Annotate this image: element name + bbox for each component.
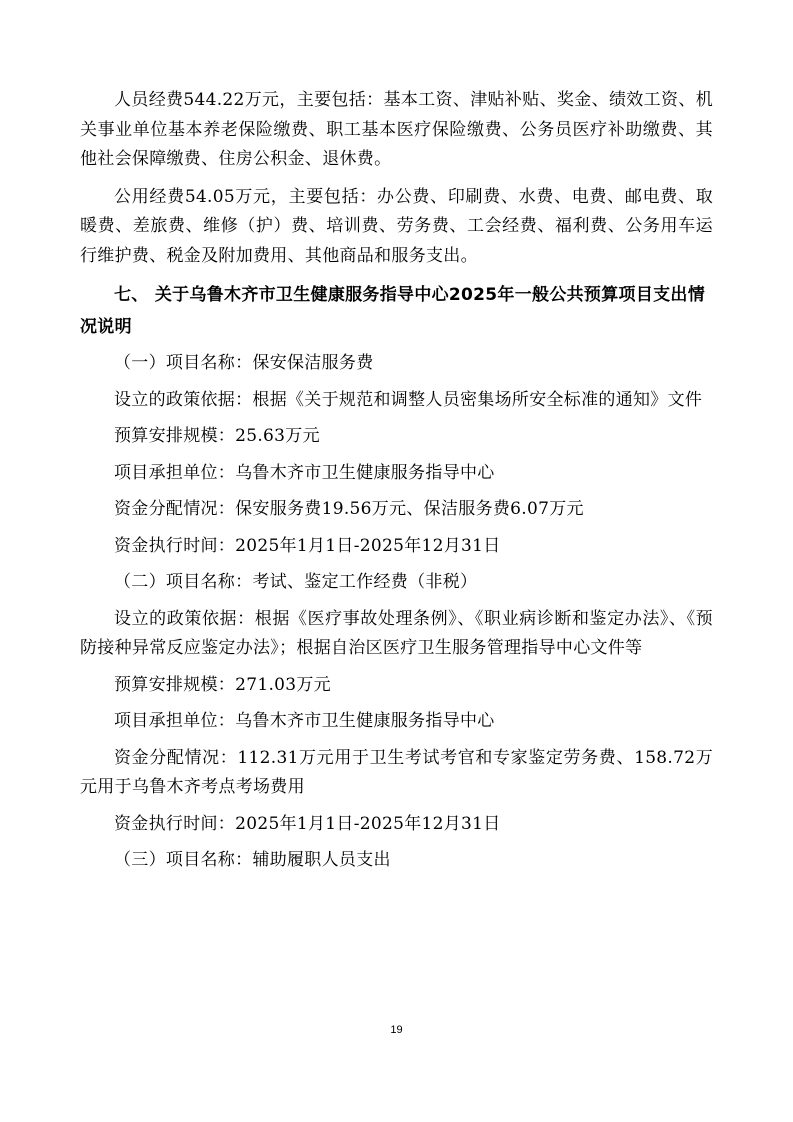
- personnel-expense-paragraph: 人员经费544.22万元，主要包括：基本工资、津贴补贴、奖金、绩效工资、机关事业单位基本养老保险缴费、职工基本医疗保险缴费、公务员医疗补助缴费、其他社会保障缴费、住房公积金、退休费。: [80, 90, 713, 169]
- project-3-name: （三）项目名称：辅助履职人员支出: [114, 850, 391, 870]
- section-heading: 七、 关于乌鲁木齐市卫生健康服务指导中心2025年一般公共预算项目支出情况说明: [80, 285, 706, 337]
- project-1-allocation: 资金分配情况：保安服务费19.56万元、保洁服务费6.07万元: [114, 499, 584, 519]
- project-1-basis: 设立的政策依据：根据《关于规范和调整人员密集场所安全标准的通知》文件: [114, 389, 703, 410]
- project-2-period: 资金执行时间：2025年1月1日-2025年12月31日: [114, 813, 501, 834]
- project-2-budget: 预算安排规模：271.03万元: [114, 674, 331, 695]
- page-number: 19: [390, 1024, 403, 1036]
- project-2-basis: 设立的政策依据：根据《医疗事故处理条例》、《职业病诊断和鉴定办法》、《预防接种异常反应鉴定办法》；根据自治区医疗卫生服务管理指导中心文件等: [80, 608, 713, 658]
- project-2-unit: 项目承担单位：乌鲁木齐市卫生健康服务指导中心: [114, 711, 495, 731]
- project-1-unit: 项目承担单位：乌鲁木齐市卫生健康服务指导中心: [114, 462, 495, 483]
- document-page: [80, 86, 713, 883]
- project-2-name: （二）项目名称：考试、鉴定工作经费（非税）: [114, 572, 478, 592]
- public-expense-paragraph: 公用经费54.05万元，主要包括：办公费、印刷费、水费、电费、邮电费、取暖费、差旅费、维修（护）费、培训费、劳务费、工会经费、福利费、公务用车运行维护费、税金及附加费用、其他商品和服务支出。: [80, 186, 713, 266]
- project-1-name: （一）项目名称：保安保洁服务费: [114, 353, 374, 373]
- project-1-budget: 预算安排规模：25.63万元: [114, 426, 320, 446]
- project-2-allocation: 资金分配情况：112.31万元用于卫生考试考官和专家鉴定劳务费、158.72万元用于乌鲁木齐考点考场费用: [80, 747, 713, 797]
- project-1-period: 资金执行时间：2025年1月1日-2025年12月31日: [114, 535, 501, 556]
